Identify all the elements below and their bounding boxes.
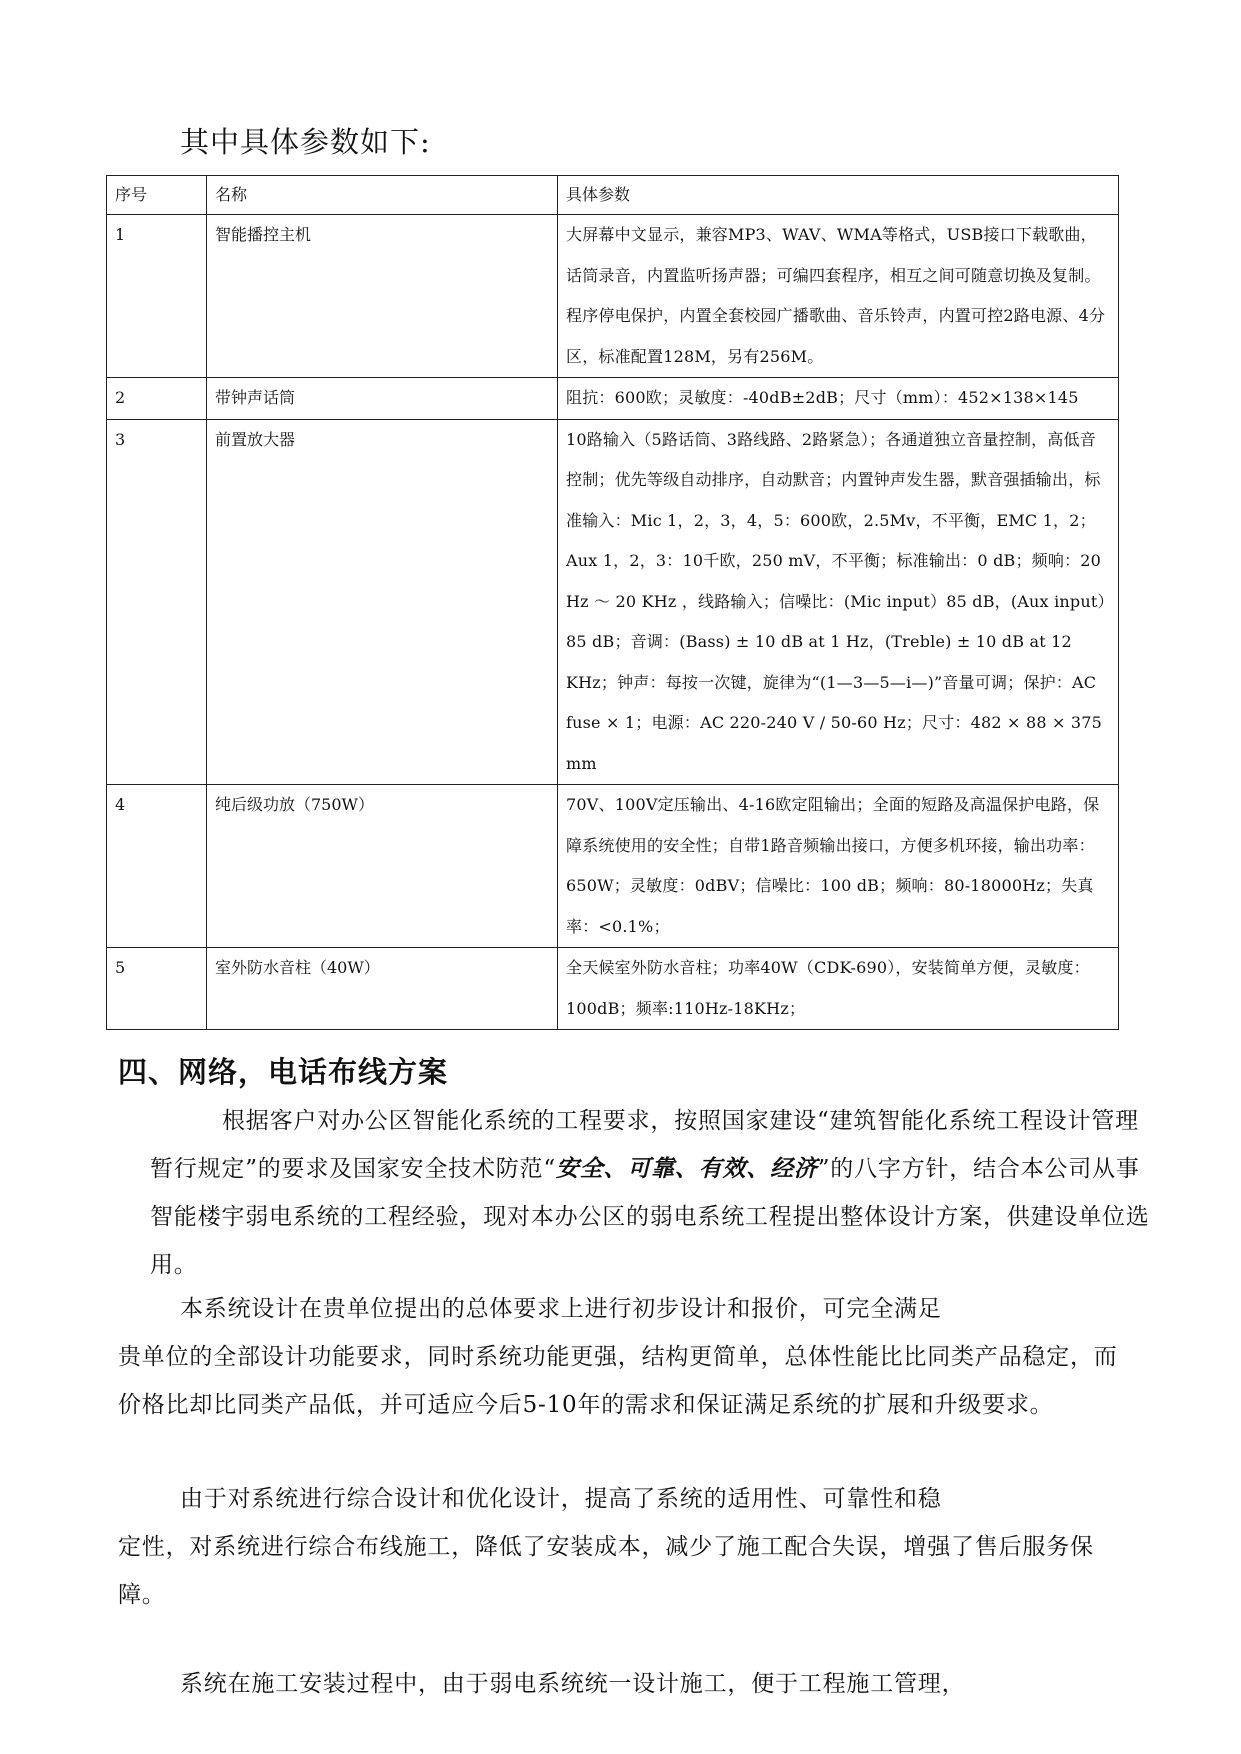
row-index: 1 [107, 215, 207, 378]
row-spec: 阻抗：600欧；灵敏度：-40dB±2dB；尺寸（mm）：452×138×145 [558, 378, 1119, 420]
row-spec: 全天候室外防水音柱；功率40W（CDK-690），安装简单方便，灵敏度：100dB；频率:110Hz-18KHz； [558, 948, 1119, 1030]
header-name: 名称 [207, 176, 558, 215]
paragraph-optimization-line1: 由于对系统进行综合设计和优化设计，提高了系统的适用性、可靠性和稳 [180, 1486, 942, 1512]
row-spec: 70V、100V定压输出、4-16欧定阻输出；全面的短路及高温保护电路，保障系统使用的安全性；自带1路音频输出接口，方便多机环接，输出功率：650W；灵敏度：0dBV；信噪比：100 dB；频响：80-18000Hz；失真率：<0.1%； [558, 785, 1119, 948]
table-row [107, 419, 1119, 785]
table-row [107, 378, 1119, 420]
section-heading: 四、网络，电话布线方案 [118, 1055, 449, 1089]
row-spec: 大屏幕中文显示，兼容MP3、WAV、WMA等格式，USB接口下载歌曲，话筒录音，内置监听扬声器；可编四套程序，相互之间可随意切换及复制。程序停电保护，内置全套校园广播歌曲、音乐铃声，内置可控2路电源、4分区，标准配置128M，另有256M。 [558, 215, 1119, 378]
row-index: 3 [107, 419, 207, 785]
paragraph-text: 根据客户对办公区智能化系统的工程要求，按照国家建设“建筑智能化系统工程设计管理暂行规定”的要求及国家安全技术防范“ [150, 1108, 1139, 1182]
row-spec: 10路输入（5路话筒、3路线路、2路紧急）；各通道独立音量控制，高低音控制；优先等级自动排序，自动默音；内置钟声发生器，默音强插输出，标准输入：Mic 1，2，3，4，5：600欧，2.5Mv，不平衡，EMC 1，2；Aux 1，2，3：10千欧，250 mV，不平衡；标准输出：0 dB；频响：20 Hz ～ 20 KHz ，线路输入；信噪比：(Mic input）85 dB，(Aux input）85 dB；音调：(Bass) ± 10 dB at 1 Hz，(Treble) ± 10 dB at 12 KHz；钟声：每按一次键，旋律为“(1—3—5—i—)”音量可调；保护：AC fuse × 1；电源：AC 220-240 V / 50-60 Hz；尺寸：482 × 88 × 375 mm [558, 419, 1119, 785]
paragraph-text: ”的八字方针，结合本公司从事智能楼宇弱电系统的工程经验，现对本办公区的弱电系统工程提出整体设计方案，供建设单位选用。 [150, 1156, 1150, 1278]
row-name: 智能播控主机 [207, 215, 558, 378]
header-spec: 具体参数 [558, 176, 1119, 215]
table-row [107, 785, 1119, 948]
row-name: 带钟声话筒 [207, 378, 558, 420]
table-header-row [107, 176, 1119, 215]
row-name: 室外防水音柱（40W） [207, 948, 558, 1030]
paragraph-requirements [150, 1097, 1160, 1289]
parameter-table [106, 175, 1119, 1030]
table-row [107, 215, 1119, 378]
table-row [107, 948, 1119, 1030]
paragraph-optimization-rest: 定性，对系统进行综合布线施工，降低了安装成本，减少了施工配合失误，增强了售后服务保障。 [118, 1534, 1094, 1608]
row-name: 纯后级功放（750W） [207, 785, 558, 948]
row-name: 前置放大器 [207, 419, 558, 785]
intro-text: 其中具体参数如下: [180, 125, 431, 159]
paragraph-construction: 系统在施工安装过程中，由于弱电系统统一设计施工，便于工程施工管理， [180, 1671, 966, 1697]
row-index: 5 [107, 948, 207, 1030]
emphasis-text: 安全、可靠、有效、经济 [555, 1155, 818, 1182]
paragraph-design-line1: 本系统设计在贵单位提出的总体要求上进行初步设计和报价，可完全满足 [180, 1296, 942, 1322]
row-index: 2 [107, 378, 207, 420]
row-index: 4 [107, 785, 207, 948]
paragraph-design-rest: 贵单位的全部设计功能要求，同时系统功能更强，结构更简单，总体性能比比同类产品稳定，而价格比却比同类产品低，并可适应今后5-10年的需求和保证满足系统的扩展和升级要求。 [118, 1344, 1118, 1418]
header-index: 序号 [107, 176, 207, 215]
